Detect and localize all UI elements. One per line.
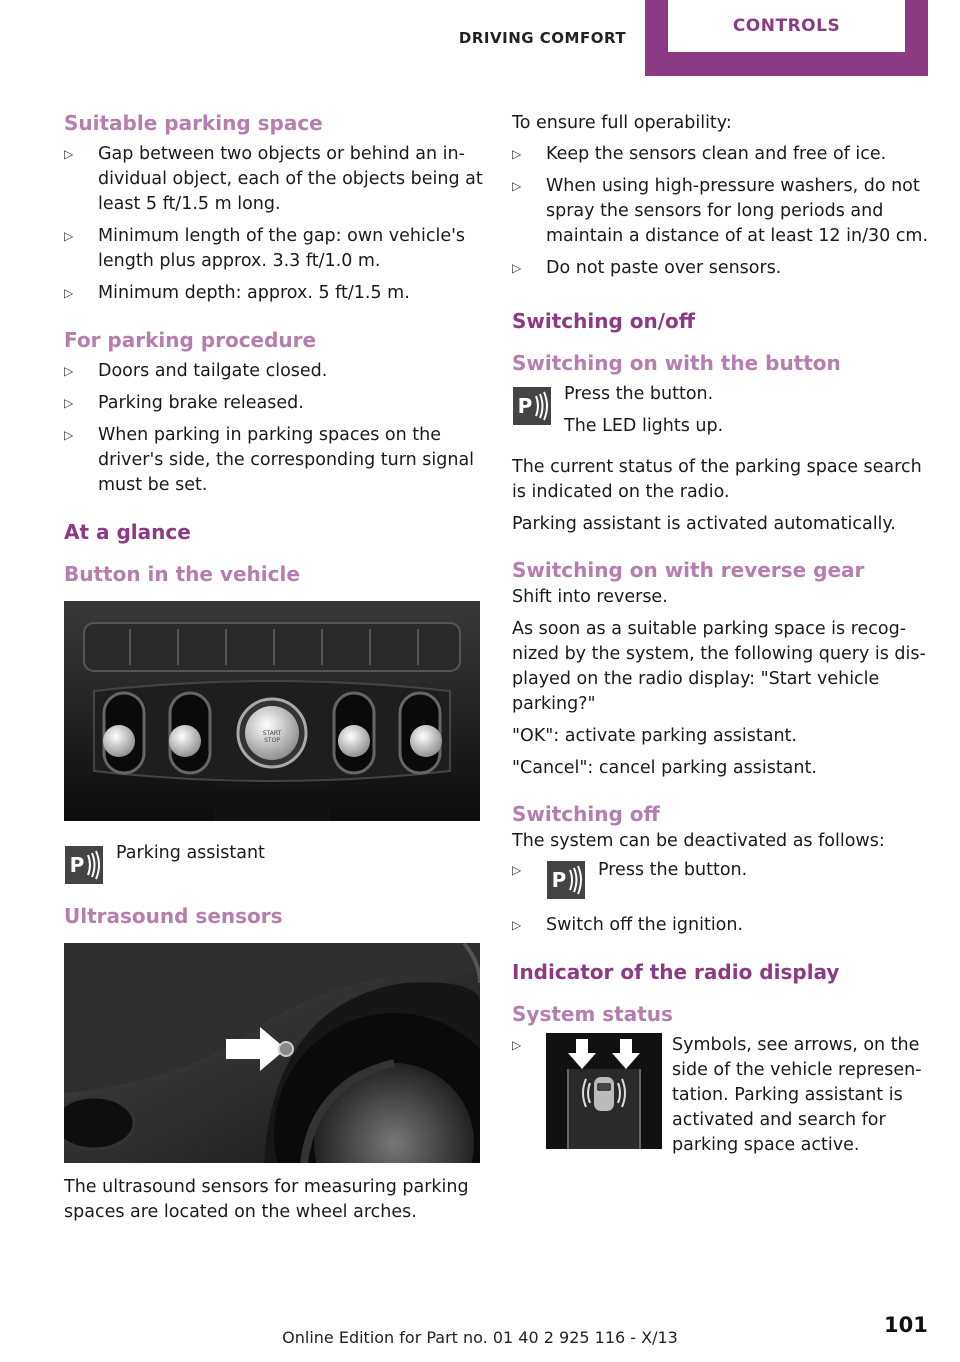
console-buttons-photo: [64, 601, 480, 821]
parking-assistant-icon: [64, 845, 104, 885]
suitable-list: [64, 142, 484, 306]
system-status-item: [512, 1033, 930, 1158]
triangle-right-icon: ▷: [512, 863, 522, 877]
list-item: ▷ Minimum length of the gap: own vehicle's length plus approx. 3.3 ft/1.0 m.: [64, 226, 466, 271]
heading-parking-procedure: For parking procedure: [64, 328, 317, 352]
right-column: [512, 108, 930, 1158]
triangle-right-icon: ▷: [64, 147, 74, 161]
svg-text:P: P: [517, 394, 533, 418]
header-section: DRIVING COMFORT: [458, 29, 627, 47]
footer-edition: Online Edition for Part no. 01 40 2 925 116 - X/13: [282, 1328, 678, 1347]
list-item: ▷ Doors and tailgate closed.: [64, 359, 484, 384]
triangle-right-icon: ▷: [512, 147, 522, 161]
list-item: ▷ When using high-pressure washers, do not spray the sensors for long periods and maintain a distance of at least 12 in/30 cm.: [512, 176, 929, 246]
triangle-right-icon: ▷: [512, 918, 522, 932]
triangle-right-icon: ▷: [64, 229, 74, 243]
triangle-right-icon: ▷: [512, 179, 522, 193]
list-item: ▷ Do not paste over sensors.: [512, 256, 930, 281]
operability-intro: To ensure full operability:: [512, 113, 732, 133]
triangle-right-icon: ▷: [512, 1038, 522, 1052]
triangle-right-icon: ▷: [64, 396, 74, 410]
ultrasound-description: The ultrasound sensors for measuring parking spaces are located on the wheel arches.: [64, 1177, 469, 1222]
header-tab-label: CONTROLS: [668, 0, 905, 52]
cancel-text: "Cancel": cancel parking assistant.: [512, 758, 817, 778]
list-item: ▷ Minimum depth: approx. 5 ft/1.5 m.: [64, 281, 484, 306]
ok-text: "OK": activate parking assistant.: [512, 726, 797, 746]
triangle-right-icon: ▷: [64, 364, 74, 378]
system-status-display: [546, 1033, 662, 1149]
heading-switching-on-button: Switching on with the button: [512, 351, 841, 375]
press-button-text: Press the button.: [564, 384, 714, 404]
wheel-arch-photo: [64, 943, 480, 1163]
heading-system-status: System status: [512, 1002, 673, 1026]
header-tab: [645, 0, 928, 76]
parking-assistant-icon: [512, 386, 552, 426]
heading-ultrasound-sensors: Ultrasound sensors: [64, 904, 283, 928]
heading-suitable-parking-space: Suitable parking space: [64, 111, 323, 135]
heading-indicator-radio: Indicator of the radio display: [512, 960, 840, 984]
query-text: As soon as a suitable parking space is recognized by the system, the following query is displayed on the radio display: "Start vehicle parking?": [512, 619, 926, 714]
heading-at-a-glance: At a glance: [64, 520, 191, 544]
triangle-right-icon: ▷: [64, 286, 74, 300]
auto-activated-text: Parking assistant is activated automatically.: [512, 514, 896, 534]
parking-assistant-label: Parking assistant: [116, 843, 265, 863]
heading-reverse-gear: Switching on with reverse gear: [512, 558, 865, 582]
triangle-right-icon: ▷: [64, 428, 74, 442]
off-list: [512, 858, 930, 938]
list-item: ▷ P Press the button.: [512, 858, 930, 906]
svg-text:P: P: [551, 868, 567, 892]
off-intro-text: The system can be deactivated as follows:: [512, 831, 885, 851]
led-lights-text: The LED lights up.: [564, 416, 724, 436]
left-column: [64, 108, 484, 1225]
list-item: ▷ Keep the sensors clean and free of ice.: [512, 142, 930, 167]
svg-text:P: P: [69, 853, 85, 877]
system-status-text: Symbols, see arrows, on the side of the vehicle representation. Parking assistant is activated and search for parking space active.: [672, 1035, 922, 1155]
operability-list: [512, 142, 930, 281]
press-button-row: [512, 382, 930, 439]
list-item: ▷ Parking brake released.: [64, 391, 484, 416]
heading-switching-off: Switching off: [512, 802, 660, 826]
triangle-right-icon: ▷: [512, 261, 522, 275]
parking-assistant-icon: [546, 860, 586, 900]
shift-reverse-text: Shift into reverse.: [512, 587, 668, 607]
svg-text:START: START: [262, 730, 282, 737]
procedure-list: [64, 359, 484, 498]
heading-button-in-vehicle: Button in the vehicle: [64, 562, 300, 586]
heading-switching-on-off: Switching on/off: [512, 309, 695, 333]
status-radio-text: The current status of the parking space search is indicated on the radio.: [512, 457, 922, 502]
svg-text:STOP: STOP: [264, 737, 280, 744]
list-item: ▷ Switch off the ignition.: [512, 913, 930, 938]
page-number: 101: [884, 1313, 928, 1337]
list-item: ▷ When parking in parking spaces on the driver's side, the corresponding turn signal must be set.: [64, 425, 475, 495]
list-item: ▷ Gap between two objects or behind an individual object, each of the objects being at least 5 ft/1.5 m long.: [64, 144, 483, 214]
parking-assistant-caption: [64, 841, 484, 883]
